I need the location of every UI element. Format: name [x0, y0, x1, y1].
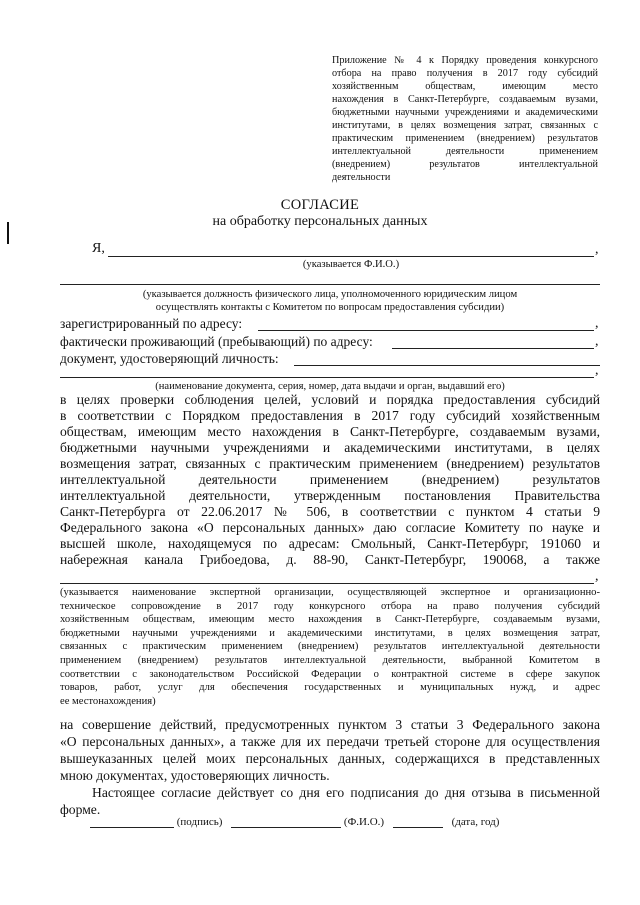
- hint-line: связанных с практическим применением (внедрением) результатов интеллектуальной деятельности: [60, 641, 600, 653]
- paragraph-line: обществам, имеющим место нахождения в Санкт-Петербурге, создаваемым вузами,: [60, 424, 600, 439]
- appendix-line: деятельности: [332, 172, 391, 183]
- paragraph-line: на совершение действий, предусмотренных пунктом 3 статьи 3 Федерального закона: [60, 717, 600, 732]
- hint-line: товаров, работ, услуг для обеспечения государственных и муниципальных нужд, и адрес: [60, 682, 600, 694]
- hint-line: ее местонахождения): [60, 695, 156, 707]
- consent-purpose-paragraph: [60, 392, 600, 568]
- appendix-line: хозяйственным обществам, имеющим место: [332, 81, 598, 92]
- appendix-line: интеллектуальной деятельности применением: [332, 146, 598, 157]
- signature-row: [90, 815, 499, 828]
- document-line-2[interactable]: [60, 377, 594, 378]
- position-field-line[interactable]: [60, 284, 600, 285]
- hint-line: хозяйственным обществам, имеющим место нахождения в Санкт-Петербурге, создаваемым вузами,: [60, 614, 600, 626]
- comma: ,: [595, 363, 599, 378]
- paragraph-line: интеллектуальной деятельности применением (внедрением) результатов: [60, 472, 600, 487]
- hint-line: (указывается наименование экспертной организации, осуществляющей экспертное и организационно-: [60, 587, 600, 598]
- appendix-line: (внедрением) результатов интеллектуальной: [332, 159, 598, 170]
- comma: ,: [595, 316, 599, 331]
- document-line[interactable]: [294, 365, 600, 366]
- fio-signature-field[interactable]: [231, 815, 341, 828]
- expert-organization-hint: [60, 586, 600, 708]
- document-label: документ, удостоверяющий личность:: [60, 351, 279, 366]
- hint-line: применением (внедрением) результатов интеллектуальной деятельности, выбранной Комитетом в: [60, 654, 600, 666]
- paragraph-line: в соответствии с Порядком предоставления в 2017 году субсидий хозяйственным: [60, 408, 600, 423]
- paragraph-line: Санкт-Петербурга от 22.06.2017 № 506, в соответствии с пунктом 4 статьи 9: [60, 504, 600, 519]
- registered-address-label: зарегистрированный по адресу:: [60, 316, 243, 331]
- paragraph-line: бюджетными научными учреждениями и академическими институтами, в целях: [60, 440, 600, 455]
- actual-address-label: фактически проживающий (пребывающий) по адресу:: [60, 334, 373, 349]
- document-title: СОГЛАСИЕ: [280, 197, 360, 213]
- signature-label: (подпись): [176, 816, 223, 828]
- paragraph-line: в целях проверки соблюдения целей, условий и порядка предоставления субсидий: [60, 392, 600, 407]
- paragraph-line: возмещения затрат, связанных с практическим применением (внедрением) результатов: [60, 456, 600, 471]
- comma: ,: [595, 334, 599, 349]
- paragraph-line: интеллектуальной деятельности, утвержденным постановления Правительства: [60, 488, 600, 503]
- paragraph-line: вышеуказанных целей моих персональных данных, содержащихся в представленных: [60, 751, 600, 766]
- paragraph-line: набережная канала Грибоедова, д. 88-90, Санкт-Петербург, 190068, а также: [60, 552, 600, 567]
- appendix-line: Приложение № 4 к Порядку проведения конкурсного: [332, 55, 598, 66]
- hint-line: техническое сопровождение в 2017 году конкурсного отбора на право получения субсидий: [60, 600, 600, 612]
- position-hint-2: осуществлять контакты с Комитетом по вопросам предоставления субсидии): [155, 302, 505, 313]
- comma: ,: [595, 569, 599, 584]
- appendix-line: практическим применением (внедрением) результатов: [332, 133, 598, 144]
- actual-address-line[interactable]: [392, 348, 594, 349]
- hint-line: бюджетными научными учреждениями и академическими институтами, в целях возмещения затрат,: [60, 627, 600, 639]
- paragraph-line: Федерального закона «О персональных данных» даю согласие Комитету по науке и: [60, 520, 600, 535]
- expert-organization-line[interactable]: [60, 583, 594, 584]
- actions-paragraph: [60, 716, 600, 784]
- validity-paragraph: [60, 784, 600, 818]
- appendix-line: институтами, в целях возмещения затрат, связанных с: [332, 120, 598, 131]
- position-hint-1: (указывается должность физического лица, уполномоченного юридическим лицом: [142, 289, 518, 300]
- fio-hint: (указывается Ф.И.О.): [302, 259, 400, 270]
- appendix-header: [332, 54, 598, 184]
- appendix-line: отбора на право получения в 2017 году субсидий: [332, 68, 598, 79]
- fio-field-line[interactable]: [108, 256, 594, 257]
- appendix-line: бюджетными научными учреждениями и академическими: [332, 107, 598, 118]
- paragraph-line: «О персональных данных», а также для их передачи третьей стороне для осуществления: [60, 734, 600, 749]
- appendix-line: нахождения в Санкт-Петербурге, создаваемым вузами,: [332, 94, 598, 105]
- date-label: (дата, год): [451, 816, 500, 828]
- date-field[interactable]: [393, 815, 443, 828]
- fio-signature-label: (Ф.И.О.): [343, 816, 385, 828]
- signature-field[interactable]: [90, 815, 174, 828]
- document-subtitle: на обработку персональных данных: [212, 214, 428, 229]
- paragraph-line: Настоящее согласие действует со дня его подписания до дня отзыва в письменной: [92, 785, 600, 800]
- paragraph-line: высшей школе, находящемуся по адресам: Смольный, Санкт-Петербург, 191060 и: [60, 536, 600, 551]
- document-hint: (наименование документа, серия, номер, дата выдачи и орган, выдавший его): [155, 381, 505, 392]
- registered-address-line[interactable]: [258, 330, 594, 331]
- ia-label: Я,: [92, 241, 105, 256]
- paragraph-line: мною документах, удостоверяющих личность.: [60, 768, 330, 783]
- comma: ,: [595, 242, 599, 257]
- paragraph-line: форме.: [60, 802, 101, 817]
- hint-line: соответствии с законодательством Российской Федерации о контрактной системе в сфере закупок: [60, 668, 600, 680]
